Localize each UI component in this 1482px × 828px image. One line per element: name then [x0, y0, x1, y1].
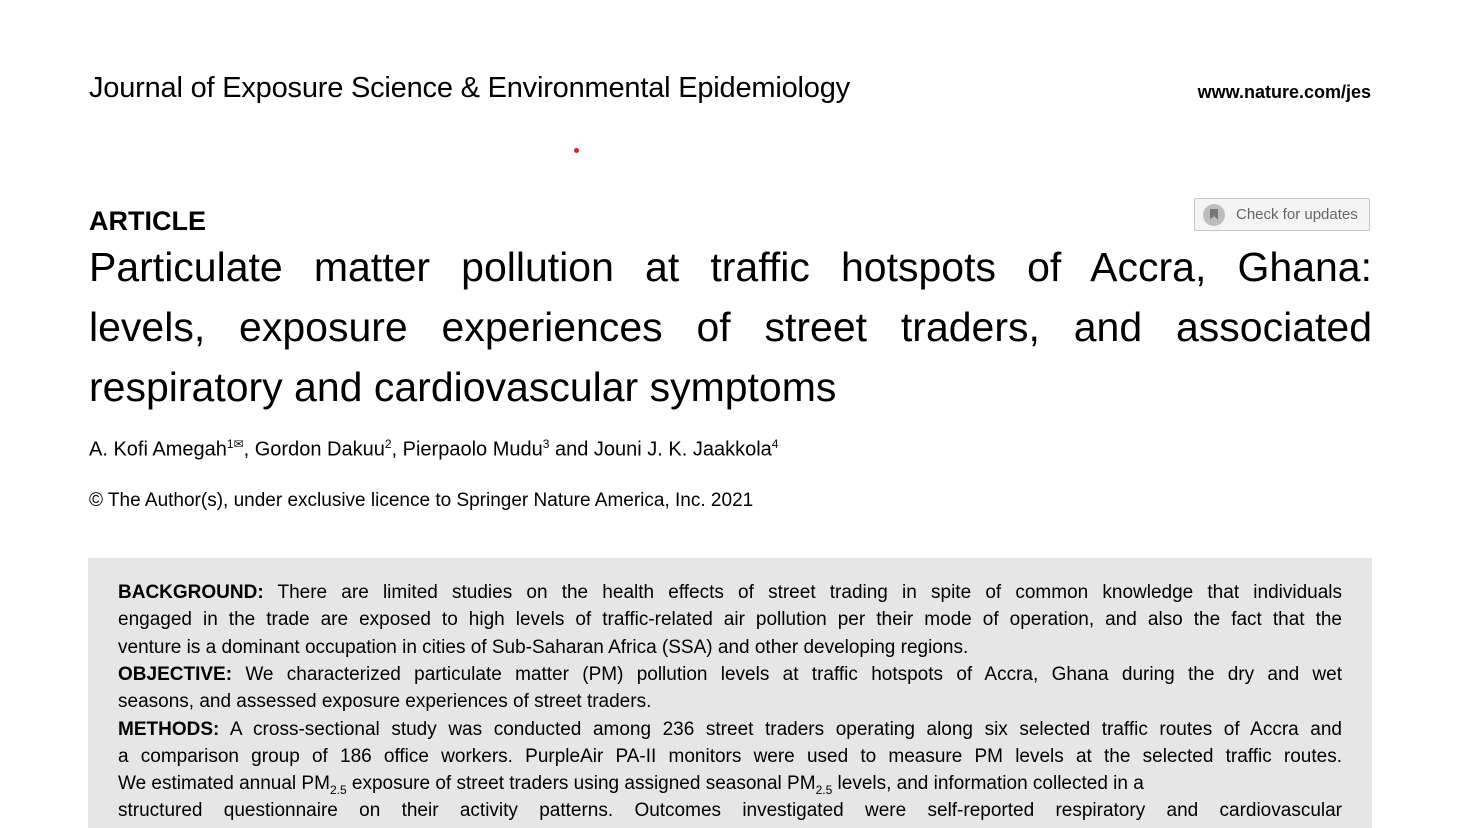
author-name[interactable]: , Gordon Dakuu: [243, 438, 385, 461]
journal-name: Journal of Exposure Science & Environmental Epidemiology: [89, 72, 850, 104]
red-dot-marker: [574, 148, 579, 153]
affiliation-number: 3: [542, 437, 550, 451]
abstract-line: a comparison group of 186 office workers. PurpleAir PA-II monitors were used to measure PM levels at the selected traffic routes.: [118, 746, 1342, 767]
copyright-notice: © The Author(s), under exclusive licence to Springer Nature America, Inc. 2021: [89, 490, 754, 511]
abstract-text: We estimated annual PM: [118, 773, 330, 794]
check-for-updates-label: Check for updates: [1236, 206, 1358, 223]
affiliation-number: 1: [226, 437, 234, 451]
check-for-updates-button[interactable]: [1194, 198, 1370, 231]
abstract-line: [118, 664, 1342, 686]
affiliation-number: 4: [771, 437, 779, 451]
article-title-line: Particulate matter pollution at traffic hotspots of Accra, Ghana:: [89, 244, 1372, 290]
objective-label: OBJECTIVE:: [118, 664, 233, 685]
abstract-text: levels, and information collected in a: [832, 773, 1144, 794]
abstract-text: exposure of street traders using assigned seasonal PM: [346, 773, 816, 794]
abstract-line: [118, 719, 1342, 741]
author-list: [89, 437, 778, 462]
bookmark-icon: [1203, 204, 1225, 226]
abstract-line: engaged in the trade are exposed to high levels of traffic-related air pollution per their mode of operation, and also the fact that the: [118, 609, 1342, 630]
abstract-line: venture is a dominant occupation in cities of Sub-Saharan Africa (SSA) and other developing regions.: [118, 637, 969, 658]
author-name[interactable]: A. Kofi Amegah: [89, 438, 227, 461]
methods-label: METHODS:: [118, 719, 220, 740]
abstract-text: A cross-sectional study was conducted among 236 street traders operating along six selected traffic routes of Accra and: [219, 719, 1342, 740]
abstract-line: structured questionnaire on their activity patterns. Outcomes investigated were self-reported respiratory and cardiovascular: [118, 800, 1342, 821]
author-name[interactable]: , Pierpaolo Mudu: [391, 438, 543, 461]
abstract-text: There are limited studies on the health effects of street trading in spite of common knowledge that individuals: [263, 582, 1342, 603]
abstract-line: [118, 582, 1342, 604]
email-icon[interactable]: ✉: [233, 437, 244, 451]
abstract-text: We characterized particulate matter (PM) pollution levels at traffic hotspots of Accra, Ghana during the dry and wet: [232, 664, 1342, 685]
subscript: 2.5: [815, 782, 833, 797]
article-type-label: ARTICLE: [89, 206, 206, 236]
subscript: 2.5: [329, 782, 347, 797]
article-title-line: levels, exposure experiences of street traders, and associated: [89, 304, 1372, 350]
article-title-line: respiratory and cardiovascular symptoms: [89, 364, 837, 410]
author-name[interactable]: and Jouni J. K. Jaakkola: [549, 438, 772, 461]
journal-url-link[interactable]: www.nature.com/jes: [1197, 82, 1371, 102]
abstract-line: [118, 773, 1342, 797]
affiliation-number: 2: [384, 437, 392, 451]
abstract-line: seasons, and assessed exposure experiences of street traders.: [118, 691, 652, 712]
background-label: BACKGROUND:: [118, 582, 264, 603]
